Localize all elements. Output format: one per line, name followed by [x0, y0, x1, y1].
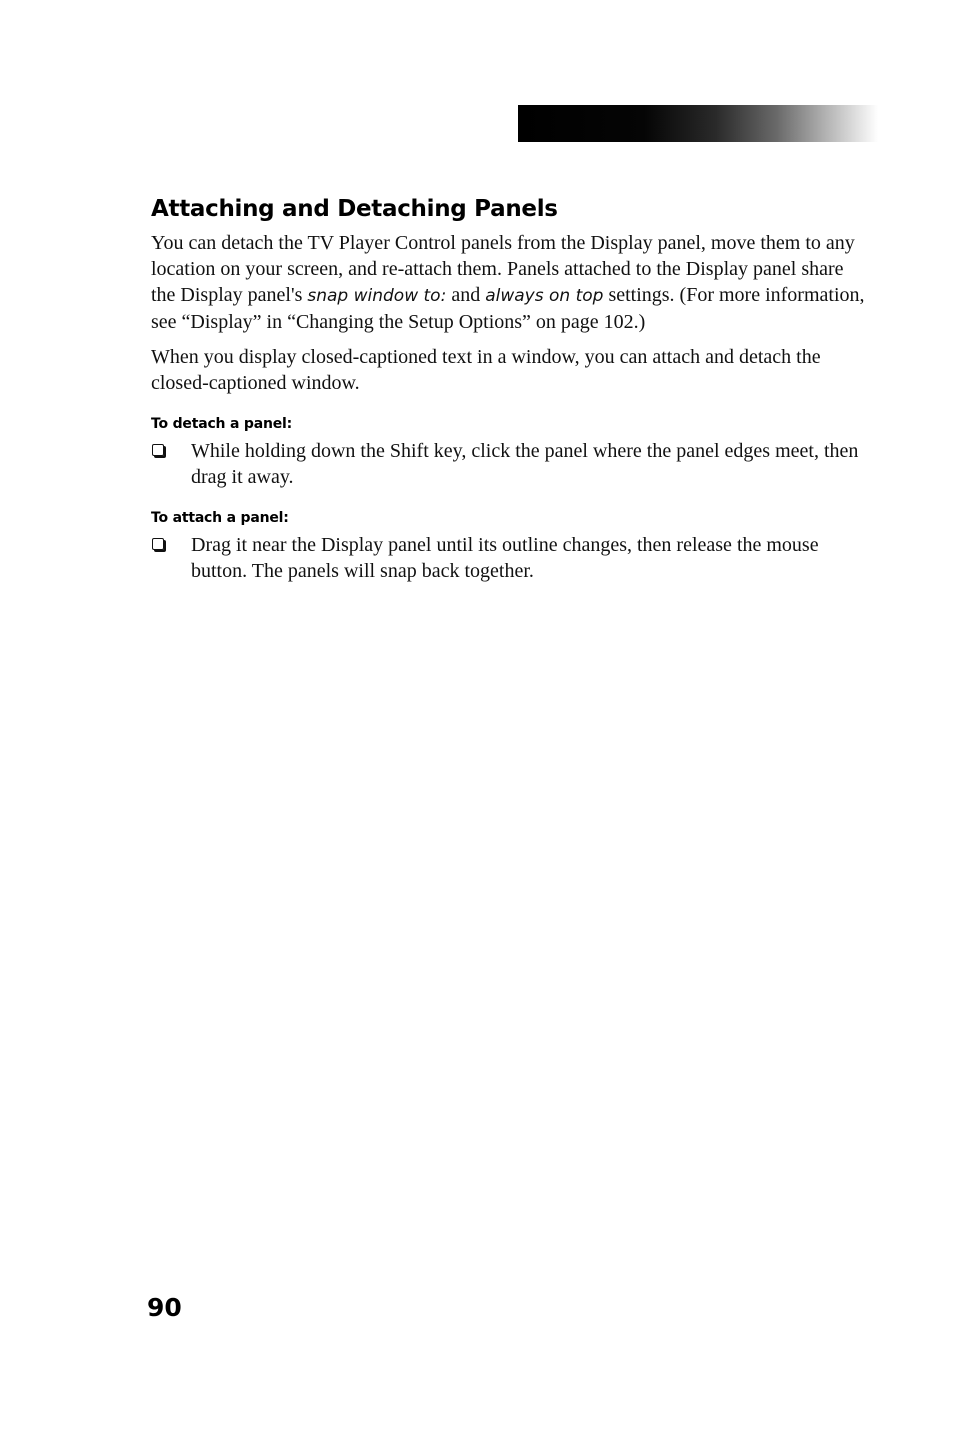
intro-text-1: You can detach the TV Player Control panels from the Display panel, move them to any location on your screen, and re-attach them. Panels attached to the Display panel share the Display panel's	[151, 232, 855, 306]
header-band	[518, 105, 878, 142]
attach-step-text: Drag it near the Display panel until its outline changes, then release the mouse button. The panels will snap back together.	[191, 534, 819, 582]
page-number: 90	[147, 1293, 182, 1322]
section-heading: Attaching and Detaching Panels	[151, 196, 558, 222]
attach-procedure-label: To attach a panel:	[151, 510, 289, 526]
always-on-top-term: always on top	[485, 286, 604, 306]
checkbox-icon	[152, 444, 164, 456]
checkbox-icon	[152, 538, 164, 550]
intro-text-3: settings. (For more information, see “Display” in “Changing the Setup Options” on page 102.)	[151, 284, 865, 333]
detach-step-text: While holding down the Shift key, click the panel where the panel edges meet, then drag it away.	[191, 440, 859, 488]
snap-window-term: snap window to:	[307, 286, 447, 306]
closed-caption-paragraph: When you display closed-captioned text in a window, you can attach and detach the closed-captioned window.	[151, 346, 821, 394]
detach-step	[151, 438, 871, 490]
attach-step	[151, 532, 871, 584]
intro-paragraph	[151, 230, 871, 335]
page-content	[151, 192, 871, 584]
detach-procedure-label: To detach a panel:	[151, 416, 293, 432]
intro-text-2: and	[446, 284, 486, 306]
